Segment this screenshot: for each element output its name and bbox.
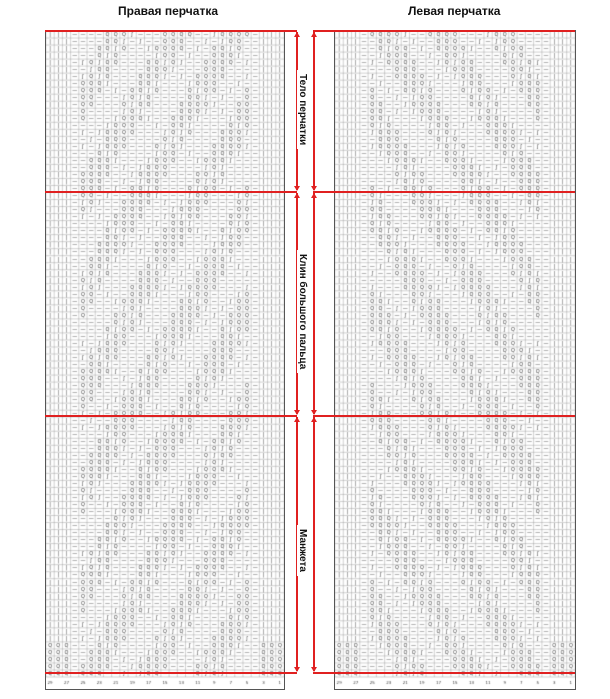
arrow-down-icon [311,186,317,191]
section-label-body: Тело перчатки [297,70,308,149]
left-glove-title: Левая перчатка [408,4,501,18]
right-glove-title: Правая перчатка [118,4,219,18]
arrow-down-icon [311,410,317,415]
arrow-down-icon [294,186,300,191]
arrow-down-icon [294,667,300,672]
arrow-up-icon [311,32,317,37]
arrow-up-icon [294,417,300,422]
top-divider-left [313,30,575,32]
left-glove-chart [334,30,576,690]
section-label-cuff: Манжета [297,525,308,576]
arrow-down-icon [311,667,317,672]
left-dimension-line-bottom [313,417,315,671]
arrow-up-icon [294,193,300,198]
body-gusset-divider-left [313,191,575,193]
body-gusset-divider-right [45,191,297,193]
left-dimension-line-top [313,32,315,190]
left-dimension-line-mid [313,193,315,414]
top-divider-right [45,30,297,32]
arrow-down-icon [294,410,300,415]
section-label-gusset: Клин большого пальца [297,250,308,373]
left-glove-pattern-grid [335,31,575,689]
bottom-divider-right [45,672,297,674]
arrow-up-icon [311,193,317,198]
arrow-up-icon [294,32,300,37]
arrow-up-icon [311,417,317,422]
gusset-cuff-divider-right [45,415,297,417]
bottom-divider-left [313,672,575,674]
gusset-cuff-divider-left [313,415,575,417]
right-glove-pattern-grid [46,31,284,689]
right-glove-chart [45,30,285,690]
